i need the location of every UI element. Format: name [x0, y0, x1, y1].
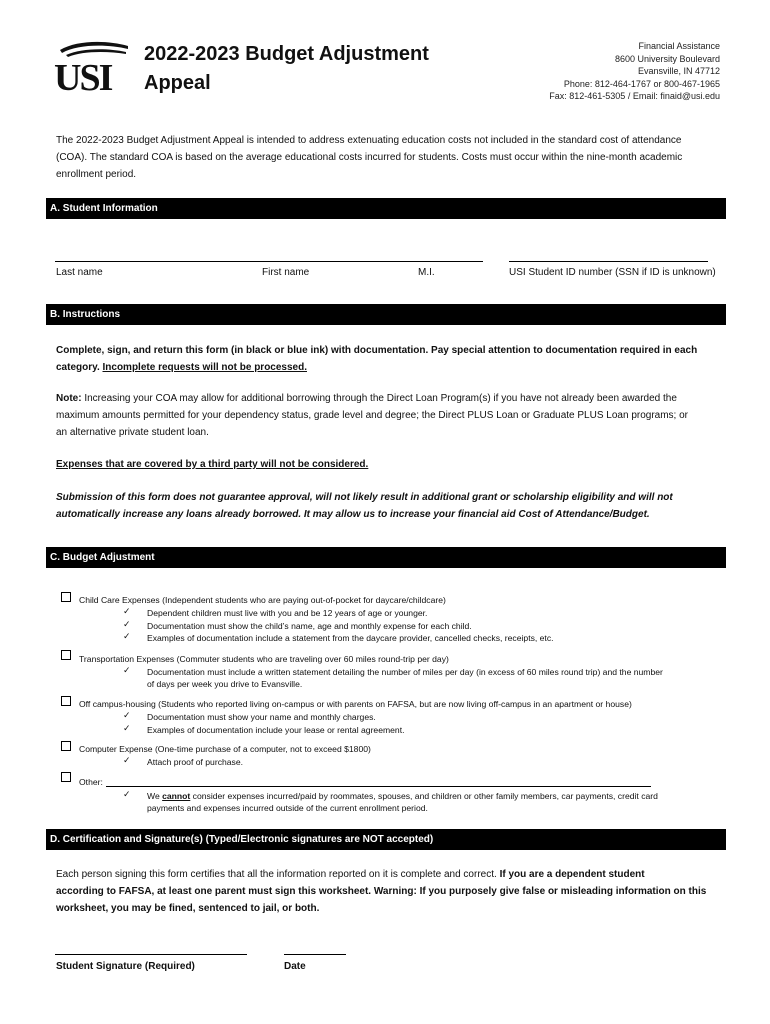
certification-line: [56, 866, 716, 883]
housing-requirement: Examples of documentation include your lease or rental agreement.: [147, 725, 405, 735]
checkmark-icon: ✓: [123, 619, 131, 629]
checkmark-icon: ✓: [123, 631, 131, 641]
first-name-label: First name: [262, 267, 310, 278]
date-line[interactable]: [284, 954, 346, 955]
section-b-heading: B. Instructions: [46, 304, 726, 325]
note-line: maximum amounts permitted for your dependency status, grade level and degree; the Direct PLUS Loan or Graduate PLUS Loan programs; or: [56, 410, 689, 421]
title-line-2: Appeal: [144, 72, 211, 94]
note-text: Increasing your COA may allow for additional borrowing through the Direct Loan Program(s) if you have not already been awarded the: [81, 393, 677, 404]
other-exclusion-line: [147, 790, 717, 802]
student-id-label: USI Student ID number (SSN if ID is unknown): [509, 267, 716, 278]
other-exclusion-line: payments and expenses incurred outside of the current enrollment period.: [147, 803, 428, 813]
checkmark-icon: ✓: [123, 723, 131, 733]
contact-office: Financial Assistance: [638, 41, 720, 51]
contact-fax-email: Fax: 812-461-5305 / Email: finaid@usi.edu: [549, 91, 720, 102]
off-campus-housing-label: Off campus-housing (Students who reported living on-campus or with parents on FAFSA, but are now living off-campus in an apartment or house): [79, 699, 632, 709]
note-label: Note:: [56, 393, 82, 404]
checkmark-icon: ✓: [123, 665, 131, 675]
child-care-checkbox[interactable]: [61, 592, 71, 602]
transportation-requirement: Documentation must include a written statement detailing the number of miles per day (in excess of 60 miles round trip) and the number: [147, 667, 663, 677]
transportation-checkbox[interactable]: [61, 650, 71, 660]
disclaimer-line: automatically increase any loans already borrowed. It may allow us to increase your financial aid Cost of Attendance/Budget.: [56, 509, 650, 520]
other-checkbox[interactable]: [61, 772, 71, 782]
intro-line: The 2022-2023 Budget Adjustment Appeal is intended to address extenuating education costs not included in the standard cost of attendance: [56, 135, 682, 146]
transportation-label: Transportation Expenses (Commuter students who are traveling over 60 miles round-trip per day): [79, 654, 449, 664]
checkmark-icon: ✓: [123, 789, 131, 799]
off-campus-housing-checkbox[interactable]: [61, 696, 71, 706]
disclaimer-line: Submission of this form does not guarantee approval, will not likely result in additional grant or scholarship eligibility and will not: [56, 492, 673, 503]
checkmark-icon: ✓: [123, 710, 131, 720]
intro-paragraph: [56, 132, 716, 183]
contact-block: [549, 40, 720, 103]
intro-line: enrollment period.: [56, 169, 137, 180]
certification-line: worksheet, you may be fined, sentenced to jail, or both.: [56, 903, 320, 914]
computer-requirement: Attach proof of purchase.: [147, 757, 244, 767]
exclusion-text: consider expenses incurred/paid by roommates, spouses, and children or other family members, car payments, credit card: [190, 791, 658, 801]
title-line-1: 2022-2023 Budget Adjustment: [144, 43, 429, 65]
child-care-label: Child Care Expenses (Independent students who are paying out-of-pocket for daycare/childcare): [79, 595, 446, 605]
instructions-line: [56, 359, 716, 376]
computer-expense-checkbox[interactable]: [61, 741, 71, 751]
contact-city: Evansville, IN 47712: [637, 66, 720, 77]
logo-text: USI: [54, 57, 112, 94]
student-id-input-line[interactable]: [509, 261, 708, 262]
cannot-emphasis: cannot: [162, 791, 191, 801]
instructions-line: Complete, sign, and return this form (in black or blue ink) with documentation. Pay special attention to documentation required in each: [56, 345, 698, 356]
section-c-heading: C. Budget Adjustment: [46, 547, 726, 568]
mi-label: M.I.: [418, 267, 435, 278]
exclusion-text: We: [147, 791, 163, 801]
third-party-notice: Expenses that are covered by a third party will not be considered.: [56, 459, 369, 470]
student-signature-line[interactable]: [55, 954, 247, 955]
incomplete-warning: Incomplete requests will not be processed.: [102, 362, 307, 373]
note-line: [56, 390, 716, 407]
name-input-line[interactable]: [55, 261, 483, 262]
checkmark-icon: ✓: [123, 606, 131, 616]
instructions-paragraph: [56, 342, 716, 376]
instructions-text: category.: [56, 362, 103, 373]
intro-line: (COA). The standard COA is based on the average educational costs incurred for students. Costs must occur within the nine-month academic: [56, 152, 683, 163]
contact-phone: Phone: 812-464-1767 or 800-467-1965: [563, 78, 720, 89]
child-care-requirement: Examples of documentation include a statement from the daycare provider, cancelled checks, receipts, etc.: [147, 633, 554, 643]
certification-text: Each person signing this form certifies that all the information reported on it is complete and correct.: [56, 869, 500, 880]
contact-street: 8600 University Boulevard: [614, 53, 720, 64]
housing-requirement: Documentation must show your name and monthly charges.: [147, 712, 376, 722]
child-care-requirement: Documentation must show the child’s name, age and monthly expense for each child.: [147, 621, 472, 631]
child-care-requirement: Dependent children must live with you and be 12 years of age or younger.: [147, 608, 428, 618]
section-a-heading: A. Student Information: [46, 198, 726, 219]
certification-paragraph: [56, 866, 716, 917]
checkmark-icon: ✓: [123, 755, 131, 765]
section-d-heading: D. Certification and Signature(s) (Typed/Electronic signatures are NOT accepted): [46, 829, 726, 850]
student-signature-label: Student Signature (Required): [56, 961, 195, 972]
page-title: [144, 40, 429, 98]
note-line: an alternative private student loan.: [56, 427, 209, 438]
transportation-requirement: of days per week you drive to Evansville.: [147, 679, 303, 689]
other-input-line[interactable]: [106, 786, 651, 787]
usi-logo: [52, 38, 132, 94]
certification-line: according to FAFSA, at least one parent must sign this worksheet. Warning: If you purposely give false or misleading information on this: [56, 886, 707, 897]
note-paragraph: [56, 390, 716, 441]
certification-emphasis: If you are a dependent student: [499, 869, 645, 880]
date-label: Date: [284, 961, 306, 972]
computer-expense-label: Computer Expense (One-time purchase of a computer, not to exceed $1800): [79, 744, 371, 754]
last-name-label: Last name: [56, 267, 103, 278]
other-label: Other:: [79, 777, 103, 787]
approval-disclaimer: [56, 489, 716, 523]
